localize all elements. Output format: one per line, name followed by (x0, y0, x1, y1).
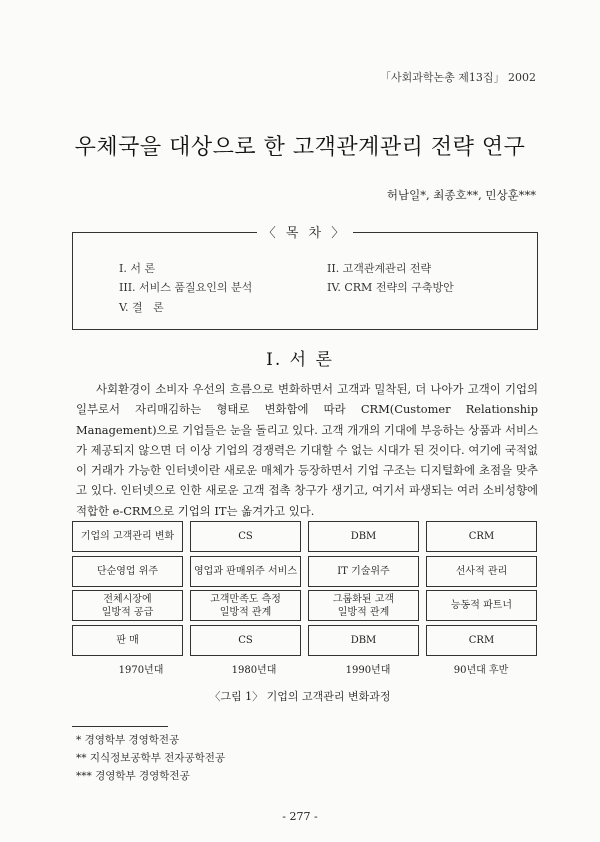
era-label: 1970년대 (118, 665, 164, 676)
table-of-contents (72, 226, 538, 330)
figure-cell: 선사적 관리 (426, 556, 537, 587)
footnote-rule (72, 726, 168, 727)
toc-heading: 〈 목 차 〉 (257, 226, 354, 241)
figure-header-cell: DBM (308, 521, 419, 552)
paper-title: 우체국을 대상으로 한 고객관계관리 전략 연구 (74, 135, 526, 160)
authors: 허남일*, 최종호**, 민상훈*** (386, 188, 536, 202)
figure-cell: 고객만족도 측정 일방적 관계 (190, 590, 301, 621)
figure-cell: 능동적 파트너 (426, 590, 537, 621)
figure-cell: 단순영업 위주 (72, 556, 183, 587)
toc-item: IV. CRM 전략의 구축방안 (327, 281, 454, 294)
footnote: ** 지식정보공학부 전자공학전공 (76, 752, 226, 764)
figure-header-cell: CRM (426, 521, 537, 552)
toc-item: V. 결 론 (119, 301, 164, 314)
footnote: * 경영학부 경영학전공 (76, 734, 180, 746)
figure-cell: CS (190, 625, 301, 656)
body-text (76, 379, 538, 521)
era-label: 90년대 후반 (453, 665, 509, 676)
figure-cell: 전체시장에 일방적 공급 (72, 590, 183, 621)
era-label: 1980년대 (231, 665, 277, 676)
footnote: *** 경영학부 경영학전공 (76, 770, 190, 782)
figure-cell: 영업과 판매위주 서비스 (190, 556, 301, 587)
figure-cell: DBM (308, 625, 419, 656)
figure-cell: IT 기술위주 (308, 556, 419, 587)
toc-item: III. 서비스 품질요인의 분석 (119, 281, 253, 294)
figure-cell: CRM (426, 625, 537, 656)
figure-header-cell: CS (190, 521, 301, 552)
figure-header-cell: 기업의 고객관리 변화 (72, 521, 183, 552)
figure-table (72, 521, 535, 654)
figure-cell: 판 매 (72, 625, 183, 656)
figure-cell: 그룹화된 고객 일방적 관계 (308, 590, 419, 621)
toc-item: I. 서 론 (119, 262, 156, 275)
journal-header: 「사회과학논총 제13집」 2002 (380, 71, 536, 84)
section-heading: I. 서 론 (266, 350, 334, 370)
figure-caption: 〈그림 1〉 기업의 고객관리 변화과정 (209, 690, 391, 703)
toc-item: II. 고객관계관리 전략 (327, 262, 432, 275)
page-number: - 277 - (282, 810, 318, 823)
body-paragraph: 사회환경이 소비자 우선의 흐름으로 변화하면서 고객과 밀착된, 더 나아가 고객이 기업의 일부로서 자리매김하는 형태로 변화함에 따라 CRM(Customer Relationship Management)으로 기업들은 눈을 돌리고 있다. 고객 개개의 기대에 부응하는 상품과 서비스가 제공되지 않으면 더 이상 기업의 경쟁력은 기대할 수 없는 시대가 된 것이다. 여기에 국적없이 거래가 가능한 인터넷이란 새로운 매체가 등장하면서 기업 구조는 디지털화에 초점을 맞추고 있다. 인터넷으로 인한 새로운 고객 접촉 창구가 생기고, 여기서 파생되는 여러 소비성향에 적합한 e-CRM으로 기업의 IT는 옮겨가고 있다. (76, 382, 538, 518)
era-label: 1990년대 (345, 665, 391, 676)
